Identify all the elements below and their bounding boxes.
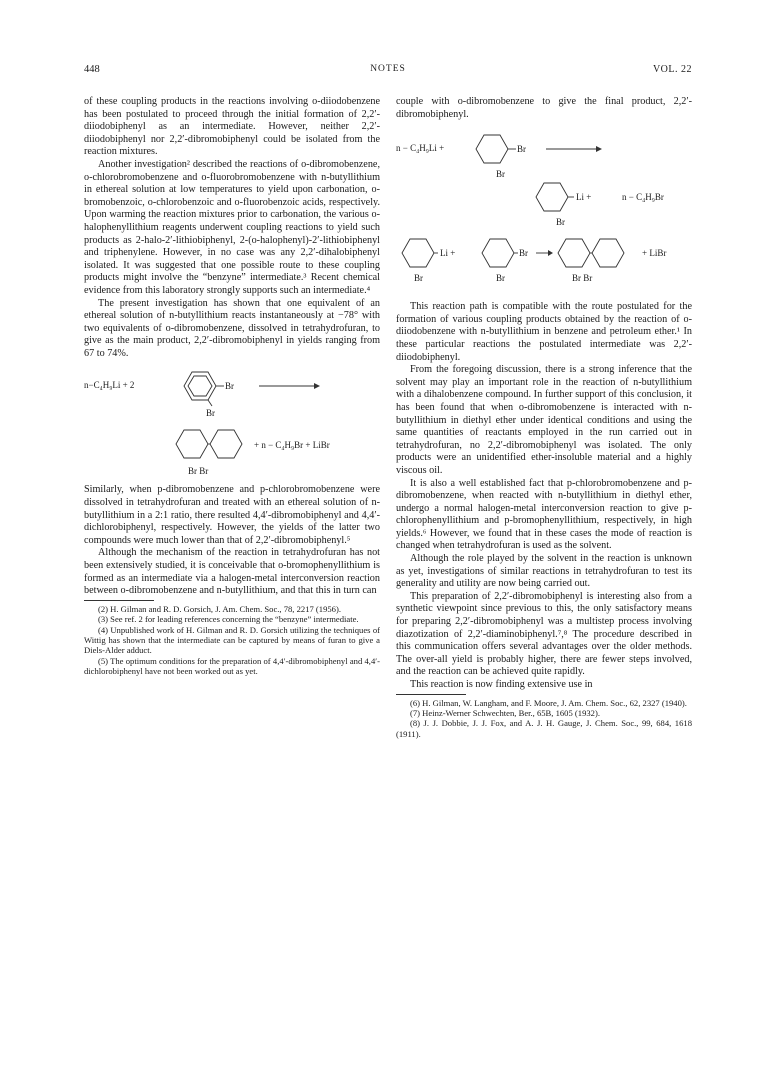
benzene-ring-icon (482, 239, 514, 267)
footnote-divider (84, 600, 154, 601)
page-header (84, 64, 692, 80)
paragraph: This reaction path is compatible with the route postulated for the formation of various coupling products obtained by the reaction of o-diiodobenzene with n-butyllithium in benzene and petroleum ether.¹ In these particular reactions the postulated intermediate was 2,2′-diiodobiphenyl. (396, 301, 692, 363)
svg-text:Br: Br (496, 273, 505, 284)
section-title: NOTES (370, 64, 406, 74)
reaction-scheme-1 (84, 360, 380, 484)
br-br-label: Br Br (188, 466, 209, 477)
benzene-ring-icon (476, 135, 508, 163)
footnote: (3) See ref. 2 for leading references concerning the “benzyne” intermediate. (98, 614, 359, 625)
paragraph: This preparation of 2,2′-dibromobiphenyl is interesting also from a synthetic viewpoint since previous to this, the only satisfactory means for preparing 2,2′-dibromobiphenyl was a multistep process involving diazotization of 2,2′-diaminobiphenyl.⁷,⁸ The procedure described in this communication offers several advantages over the older methods. The over-all yield is probably higher, there are fewer steps involved, and the reaction can be achieved quite rapidly. (396, 590, 692, 678)
volume-label: VOL. 22 (652, 64, 692, 75)
paragraph: This reaction is now finding extensive use in (410, 679, 593, 690)
footnote-divider (396, 694, 466, 695)
biphenyl-icon (558, 239, 624, 267)
benzene-ring-icon (536, 183, 568, 211)
br-label: Br (496, 169, 505, 180)
paragraph: of these coupling products in the reactions involving o-diiodobenzene has been postulated to proceed through the initial formation of 2,2′-diiodobiphenyl as an intermediate. However, neither 2,2′-diiodobiphenyl nor 2,2′-dibromobiphenyl could be isolated from the reaction mixtures. (84, 96, 380, 158)
footnote: (2) H. Gilman and R. D. Gorsich, J. Am. Chem. Soc., 78, 2217 (1956). (98, 603, 341, 614)
butyl-bromide-text: n − C₄H₉Br (622, 192, 664, 203)
right-column (396, 96, 692, 739)
svg-text:Br: Br (517, 144, 526, 155)
footnote: (5) The optimum conditions for the preparation of 4,4′-dibromobiphenyl and 4,4′-dichlorobiphenyl have not been worked out as yet. (84, 655, 380, 677)
paragraph: It is also a well established fact that p-chlorobromobenzene and p-dibromobenzene, when reacted with n-butyllithium in diethyl ether, undergo a normal halogen-metal interconversion reaction to give p-chlorophenyllithium and p-bromophenyllithium, respectively, in high yields.⁶ However, we found that in these cases the mode of reaction is changed when tetrahydrofuran is used as the solvent. (396, 477, 692, 552)
svg-text:Br: Br (225, 381, 234, 392)
paragraph: couple with o-dibromobenzene to give the final product, 2,2′-dibromobiphenyl. (396, 96, 692, 120)
footnote: (6) H. Gilman, W. Langham, and F. Moore, J. Am. Chem. Soc., 62, 2327 (1940). (410, 697, 687, 708)
footnote: (7) Heinz-Werner Schwechten, Ber., 65B, 1605 (1932). (410, 708, 600, 718)
products-text: + n − C₄H₉Br + LiBr (254, 440, 330, 451)
paragraph: The present investigation has shown that one equivalent of an ethereal solution of n-butyllithium reacts instantaneously at −78° with two equivalents of o-dibromobenzene, dissolved in tetrahydrofuran, to give as the main product, 2,2′-dibromobiphenyl in yields ranging from 67 to 74%. (84, 297, 380, 359)
arrow-icon (548, 250, 553, 256)
arrow-icon (314, 383, 320, 389)
arrow-icon (596, 146, 602, 152)
paragraph: From the foregoing discussion, there is a strong inference that the solvent may play an important role in the reaction of n-butyllithium with a dihalobenzene compound. In further support of this conclusion, it has been found that when o-dibromobenzene is interacted with n-butyllithium in diethyl ether under identical conditions and using the same quantities of reactants employed in the run carried out in tetrahydrofuran, no 2,2′-dibromobiphenyl was isolated. The only products were an unidentified ether-insoluble material and a highly viscous oil. (396, 364, 692, 476)
paragraph: Although the role played by the solvent in the reaction is unknown as yet, investigations of similar reactions in tetrahydrofuran to test its generality and utility are now being carried out. (396, 553, 692, 590)
reagent-text: n − C₄H₉Li + (396, 143, 445, 154)
li-text: Li + (576, 192, 592, 203)
reagent-text: n−C₄H₉Li + 2 (84, 380, 135, 391)
svg-text:Br: Br (519, 248, 528, 259)
br-label: Br (206, 408, 215, 419)
paragraph: Similarly, when p-dibromobenzene and p-chlorobromobenzene were dissolved in tetrahydrofuran and treated with an ethereal solution of n-butyllithium in a 2:1 ratio, there resulted 4,4′-dibromobiphenyl and 4,4′-dichlorobiphenyl, respectively. However, the yields of the latter two compounds were much lower than that of 2,2′-dibromobiphenyl.⁵ (84, 484, 380, 546)
footnote: (4) Unpublished work of H. Gilman and R. D. Gorsich utilizing the techniques of Wittig has shown that the intermediate can be captured by means of furan to give a Diels-Alder adduct. (84, 624, 380, 656)
svg-text:Br: Br (556, 217, 565, 228)
svg-text:Br: Br (414, 273, 423, 284)
page-number: 448 (84, 64, 100, 75)
reaction-scheme-2 (396, 121, 692, 301)
biphenyl-icon (176, 430, 242, 458)
left-column (84, 96, 380, 677)
svg-text:Br Br: Br Br (572, 273, 593, 284)
libr-text: + LiBr (642, 248, 667, 259)
paragraph: Another investigation² described the reactions of o-dibromobenzene, o-chlorobromobenzene and o-fluorobromobenzene with n-butyllithium in ethereal solution at low temperatures to yield upon carbonation, o-bromobenzoic, o-chlorobenzoic and o-fluorobenzoic acids, respectively. Upon warming the reaction mixtures prior to carbonation, the various o-halophenyllithium reagents underwent coupling reactions to yield such products as 2-halo-2′-lithiobiphenyl, 2-(o-halophenyl)-2′-lithiobiphenyl and triphenylene. However, in no case was any 2,2′-dihalobiphenyl isolated. It was suggested that one possible route to these coupling products might involve the “benzyne” intermediate.³ Recent chemical evidence from this laboratory strongly supports such an intermediate.⁴ (84, 158, 380, 296)
li-text-2: Li + (440, 248, 456, 259)
footnote: (8) J. J. Dobbie, J. J. Fox, and A. J. H. Gauge, J. Chem. Soc., 99, 684, 1618 (1911). (396, 718, 692, 739)
benzene-ring-icon (402, 239, 434, 267)
benzene-ring-icon (184, 372, 216, 400)
paragraph: Although the mechanism of the reaction in tetrahydrofuran has not been extensively studied, it is conceivable that o-bromophenyllithium is formed as an intermediate via a halogen-metal interconversion reaction between o-dibromobenzene and n-butyllithium, and that this in turn can (84, 547, 380, 597)
